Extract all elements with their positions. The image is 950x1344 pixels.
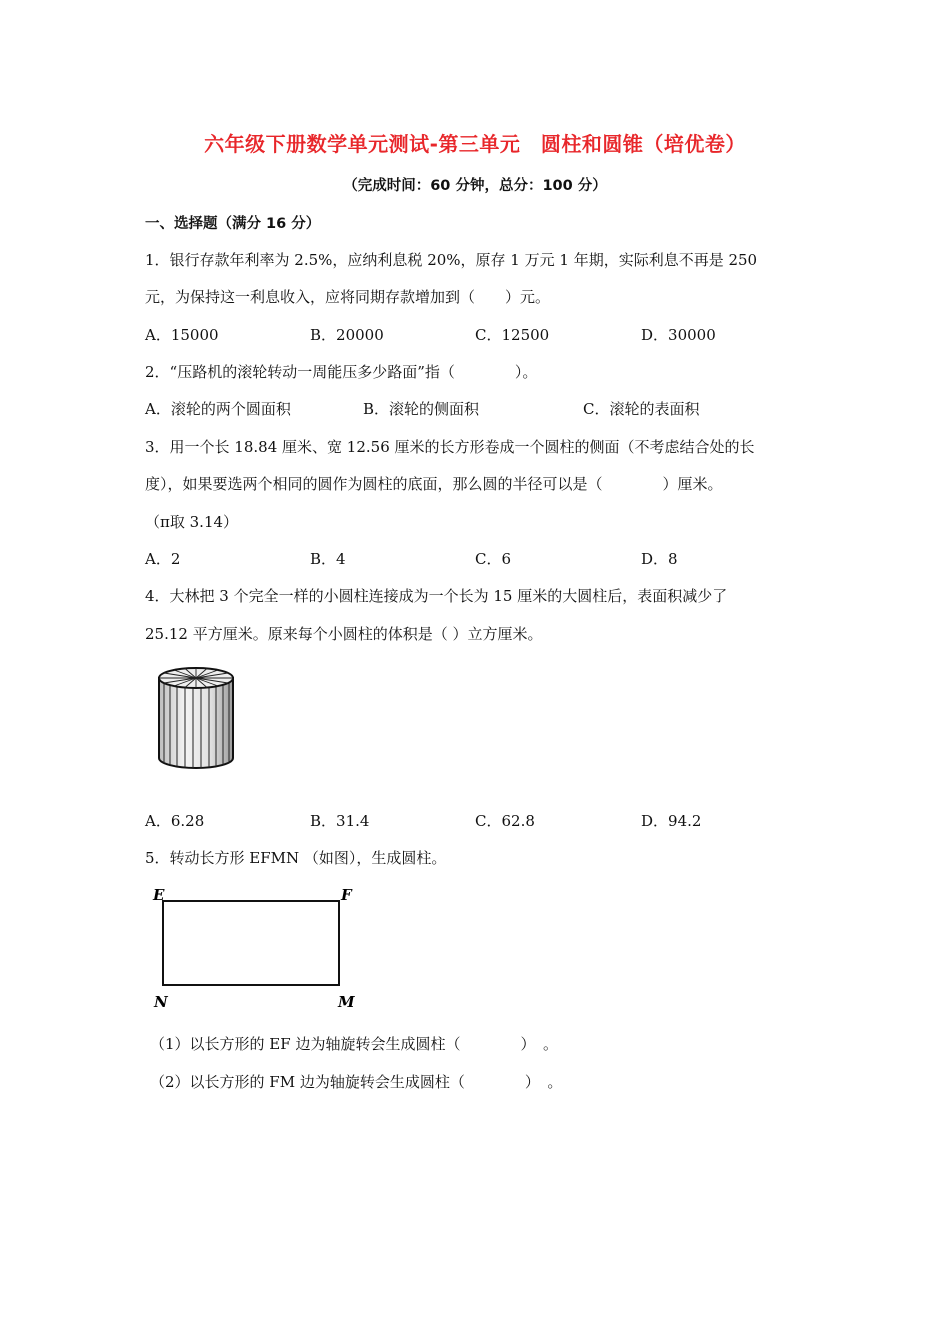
section-heading: 一、选择题（满分 16 分） xyxy=(145,216,321,232)
label-n: N xyxy=(154,993,168,1011)
label-f: F xyxy=(341,886,352,904)
question-3-line-3: （π取 3.14） xyxy=(145,513,239,531)
question-5-line-1: 5．转动长方形 EFMN （如图），生成圆柱。 xyxy=(145,849,447,867)
question-1-line-1: 1．银行存款年利率为 2.5%，应纳利息税 20%，原存 1 万元 1 年期，实际利息不再是 250 xyxy=(145,251,758,269)
question-1-option-c: C．12500 xyxy=(475,326,550,344)
exam-subtitle: （完成时间：60 分钟，总分：100 分） xyxy=(343,178,607,194)
question-1-line-2: 元，为保持这一利息收入，应将同期存款增加到（ ）元。 xyxy=(145,288,551,306)
cylinder-figure xyxy=(155,664,237,772)
question-3-option-c: C．6 xyxy=(475,550,512,568)
question-2-option-b: B．滚轮的侧面积 xyxy=(363,400,480,418)
label-e: E xyxy=(153,886,165,904)
question-1-option-b: B．20000 xyxy=(310,326,384,344)
rectangle-efmn xyxy=(163,901,339,985)
question-2-option-a: A．滚轮的两个圆面积 xyxy=(145,400,291,418)
question-5-part-1: （1）以长方形的 EF 边为轴旋转会生成圆柱（ ） 。 xyxy=(150,1035,558,1053)
question-4-option-c: C．62.8 xyxy=(475,812,535,830)
question-4-option-b: B．31.4 xyxy=(310,812,370,830)
question-3-option-d: D．8 xyxy=(641,550,678,568)
question-4-option-d: D．94.2 xyxy=(641,812,702,830)
question-3-option-a: A．2 xyxy=(145,550,181,568)
question-3-line-2: 度），如果要选两个相同的圆作为圆柱的底面，那么圆的半径可以是（ ）厘米。 xyxy=(145,475,723,493)
question-2-option-c: C．滚轮的表面积 xyxy=(583,400,700,418)
question-1-option-a: A．15000 xyxy=(145,326,219,344)
question-2-line-1: 2．“压路机的滚轮转动一周能压多少路面”指（ ）。 xyxy=(145,363,538,381)
label-m: M xyxy=(338,993,355,1011)
question-5-part-2: （2）以长方形的 FM 边为轴旋转会生成圆柱（ ） 。 xyxy=(150,1073,563,1091)
question-4-option-a: A．6.28 xyxy=(145,812,205,830)
question-1-option-d: D．30000 xyxy=(641,326,716,344)
exam-title: 六年级下册数学单元测试-第三单元 圆柱和圆锥（培优卷） xyxy=(204,132,746,156)
question-3-option-b: B．4 xyxy=(310,550,346,568)
question-3-line-1: 3．用一个长 18.84 厘米、宽 12.56 厘米的长方形卷成一个圆柱的侧面（不考虑结合处的长 xyxy=(145,438,755,456)
question-4-line-1: 4．大林把 3 个完全一样的小圆柱连接成为一个长为 15 厘米的大圆柱后，表面积减少了 xyxy=(145,587,728,605)
rectangle-efmn-figure xyxy=(150,884,360,1012)
question-4-line-2: 25.12 平方厘米。原来每个小圆柱的体积是（ ）立方厘米。 xyxy=(145,625,543,643)
